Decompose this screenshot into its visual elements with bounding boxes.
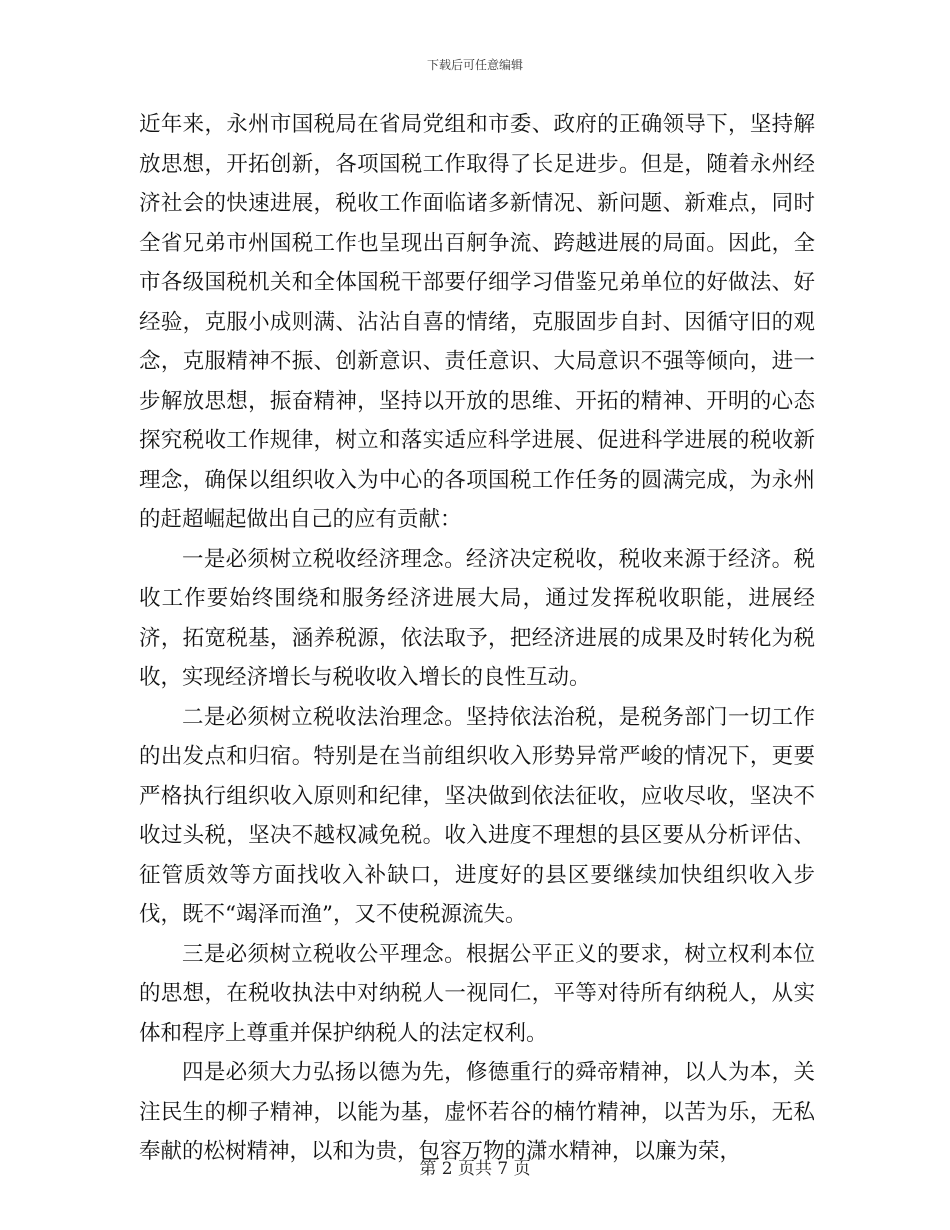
paragraph-fairness-concept: 三是必须树立税收公平理念。根据公平正义的要求，树立权利本位的思想，在税收执法中对纳税人一视同仁，平等对待所有纳税人，从实体和程序上尊重并保护纳税人的法定权利。 <box>139 941 815 1046</box>
document-body <box>139 105 815 1172</box>
page-number: 第 2 页共 7 页 <box>419 1159 531 1179</box>
page-header-note: 下载后可任意编辑 <box>426 58 523 72</box>
paragraph-economy-concept: 一是必须树立税收经济理念。经济决定税收，税收来源于经济。税收工作要始终围绕和服务经济进展大局，通过发挥税收职能，进展经济，拓宽税基，涵养税源，依法取予，把经济进展的成果及时转化为税收，实现经济增长与税收收入增长的良性互动。 <box>139 546 815 690</box>
paragraph-spirit: 四是必须大力弘扬以德为先，修德重行的舜帝精神，以人为本，关注民生的柳子精神，以能为基，虚怀若谷的楠竹精神，以苦为乐，无私奉献的松树精神，以和为贵，包容万物的潇水精神，以廉为荣， <box>139 1060 815 1164</box>
paragraph-rule-of-law-concept: 二是必须树立税收法治理念。坚持依法治税，是税务部门一切工作的出发点和归宿。特别是在当前组织收入形势异常严峻的情况下，更要严格执行组织收入原则和纪律，坚决做到依法征收，应收尽收，坚决不收过头税，坚决不越权减免税。收入进度不理想的县区要从分析评估、征管质效等方面找收入补缺口，进度好的县区要继续加快组织收入步伐，既不“竭泽而渔”，又不使税源流失。 <box>139 704 815 927</box>
paragraph-intro: 近年来，永州市国税局在省局党组和市委、政府的正确领导下，坚持解放思想，开拓创新，各项国税工作取得了长足进步。但是，随着永州经济社会的快速进展，税收工作面临诸多新情况、新问题、新难点，同时全省兄弟市州国税工作也呈现出百舸争流、跨越进展的局面。因此，全市各级国税机关和全体国税干部要仔细学习借鉴兄弟单位的好做法、好经验，克服小成则满、沾沾自喜的情绪，克服固步自封、因循守旧的观念，克服精神不振、创新意识、责任意识、大局意识不强等倾向，进一步解放思想，振奋精神，坚持以开放的思维、开拓的精神、开明的心态探究税收工作规律，树立和落实适应科学进展、促进科学进展的税收新理念，确保以组织收入为中心的各项国税工作任务的圆满完成，为永州的赶超崛起做出自己的应有贡献： <box>139 112 815 532</box>
